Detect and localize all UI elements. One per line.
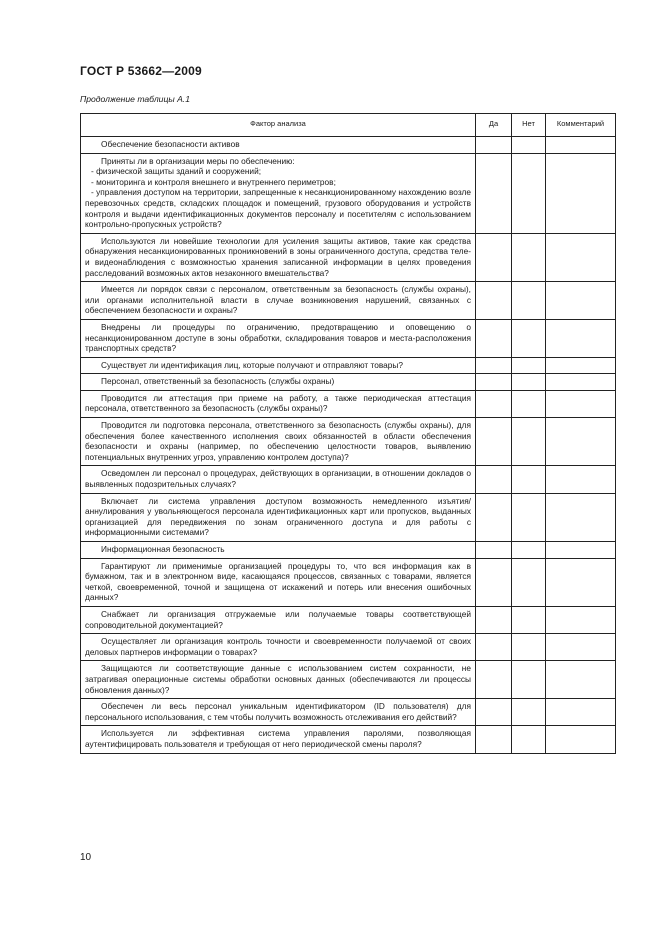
question-text-cell [81, 634, 476, 661]
question-text-cell [81, 699, 476, 726]
column-header-yes: Да [476, 114, 512, 137]
question-text: Снабжает ли организация отгружаемые или получаемые товары соответствующей сопроводительной документацией? [85, 608, 471, 630]
question-row [81, 493, 616, 541]
question-row [81, 357, 616, 374]
yes-cell [476, 137, 512, 154]
question-bullet-item: - физической защиты зданий и сооружений; [91, 166, 262, 177]
yes-cell [476, 357, 512, 374]
question-text: Имеется ли порядок связи с персоналом, ответственным за безопасность (службы охраны), или органами исполнительной власти в случае возникновения нарушений, связанных с обеспечением безопасности и охраны? [85, 284, 471, 316]
comment-cell [546, 153, 616, 233]
yes-cell [476, 390, 512, 417]
no-cell [512, 661, 546, 699]
table-continuation-label: Продолжение таблицы А.1 [80, 94, 190, 104]
question-text: Осведомлен ли персонал о процедурах, действующих в организации, в отношении докладов о выявленных подозрительных случаях? [85, 468, 471, 490]
comment-cell [546, 661, 616, 699]
question-text: Включает ли система управления доступом возможность немедленного изъятия/аннулирования у увольняющегося персонала идентификационных карт или пропусков, выданных организацией для передвижения по зонам ограниченного доступа и для работы с информационными системами? [85, 495, 471, 538]
comment-cell [546, 634, 616, 661]
no-cell [512, 233, 546, 281]
question-text-cell [81, 493, 476, 541]
question-text: Существует ли идентификация лиц, которые получают и отправляют товары? [101, 359, 403, 370]
analysis-table [80, 113, 616, 754]
comment-cell [546, 319, 616, 357]
question-text-cell [81, 390, 476, 417]
column-header-comment: Комментарий [546, 114, 616, 137]
comment-cell [546, 542, 616, 559]
question-row [81, 558, 616, 606]
yes-cell [476, 418, 512, 466]
question-bullet-item: - мониторинга и контроля внешнего и внутреннего периметров; [91, 176, 336, 187]
yes-cell [476, 153, 512, 233]
question-row [81, 153, 616, 233]
comment-cell [546, 558, 616, 606]
comment-cell [546, 726, 616, 753]
question-text: Используется ли эффективная система управления паролями, позволяющая аутентифицировать пользователя и требующая от него периодической смены пароля? [85, 728, 471, 749]
no-cell [512, 418, 546, 466]
section-row [81, 374, 616, 391]
column-header-no: Нет [512, 114, 546, 137]
question-row [81, 282, 616, 320]
question-row [81, 233, 616, 281]
question-text: Гарантируют ли применимые организацией процедуры то, что вся информация как в бумажном, так и в электронном виде, касающаяся процессов, связанных с товарами, является четкой, своевременной, точной и защищена от искажений и потерь или внесения ошибочных данных? [85, 560, 471, 603]
comment-cell [546, 137, 616, 154]
question-text-cell [81, 558, 476, 606]
comment-cell [546, 418, 616, 466]
section-title [81, 374, 476, 391]
question-text: Используются ли новейшие технологии для усиления защиты активов, такие как средства обнаружения несанкционированных проникновений в зоны ограниченного доступа, средства теле- и видеонаблюдения с возможностью хранения записанной информации в целях проведения расследований возможных актов незаконного вмешательства? [85, 235, 471, 278]
yes-cell [476, 493, 512, 541]
question-row [81, 466, 616, 493]
question-text-cell [81, 319, 476, 357]
question-text: Проводится ли подготовка персонала, ответственного за безопасность (службы охраны), для обеспечения более качественного исполнения своих обязанностей в области обеспечения безопасности и охраны (например, по обеспечению целостности товаров, выявлению потенциальных внутренних угроз, управлению контролем доступа)? [85, 420, 471, 462]
comment-cell [546, 390, 616, 417]
no-cell [512, 542, 546, 559]
question-text-cell [81, 233, 476, 281]
yes-cell [476, 374, 512, 391]
question-row [81, 418, 616, 466]
question-text-cell [81, 466, 476, 493]
question-row [81, 699, 616, 726]
section-title [81, 137, 476, 154]
no-cell [512, 390, 546, 417]
question-text-cell [81, 726, 476, 753]
section-title-text: Персонал, ответственный за безопасность (службы охраны) [101, 376, 335, 387]
yes-cell [476, 282, 512, 320]
yes-cell [476, 542, 512, 559]
no-cell [512, 699, 546, 726]
section-row [81, 542, 616, 559]
comment-cell [546, 699, 616, 726]
yes-cell [476, 699, 512, 726]
comment-cell [546, 466, 616, 493]
yes-cell [476, 558, 512, 606]
question-row [81, 390, 616, 417]
no-cell [512, 726, 546, 753]
question-text-cell [81, 153, 476, 233]
question-row [81, 319, 616, 357]
no-cell [512, 153, 546, 233]
question-text: Осуществляет ли организация контроль точности и своевременности получаемой от своих деловых партнеров информации о товарах? [85, 636, 471, 657]
no-cell [512, 137, 546, 154]
yes-cell [476, 466, 512, 493]
no-cell [512, 558, 546, 606]
question-text: Защищаются ли соответствующие данные с использованием систем сохранности, не затрагивая операционные системы обработки основных данных (обеспечиваются ли процессы обновления данных)? [85, 663, 471, 695]
no-cell [512, 493, 546, 541]
table-body [81, 137, 616, 754]
no-cell [512, 282, 546, 320]
question-text-cell [81, 357, 476, 374]
question-row [81, 661, 616, 699]
question-text: Обеспечен ли весь персонал уникальным идентификатором (ID пользователя) для персонального использования, с тем чтобы получить возможность отслеживания его действий? [85, 701, 471, 722]
question-text: Внедрены ли процедуры по ограничению, предотвращению и оповещению о несанкционированном доступе в зоны обработки, складирования товаров и места-расположения транспортных средств? [85, 321, 471, 354]
comment-cell [546, 493, 616, 541]
question-text-cell [81, 418, 476, 466]
question-bullet-list [85, 166, 471, 230]
yes-cell [476, 233, 512, 281]
section-row [81, 137, 616, 154]
yes-cell [476, 726, 512, 753]
comment-cell [546, 357, 616, 374]
no-cell [512, 374, 546, 391]
yes-cell [476, 319, 512, 357]
yes-cell [476, 634, 512, 661]
comment-cell [546, 233, 616, 281]
section-title-text: Информационная безопасность [101, 544, 225, 554]
question-text-cell [81, 282, 476, 320]
table-header-row [81, 114, 616, 137]
column-header-factor: Фактор анализа [81, 114, 476, 137]
comment-cell [546, 374, 616, 391]
no-cell [512, 606, 546, 633]
yes-cell [476, 606, 512, 633]
question-text: Проводится ли аттестация при приеме на работу, а также периодическая аттестация персонала, ответственного за безопасность (службы охраны)? [85, 392, 471, 414]
question-row [81, 634, 616, 661]
no-cell [512, 357, 546, 374]
section-title-text: Обеспечение безопасности активов [101, 139, 240, 149]
page-number: 10 [80, 852, 92, 863]
question-row [81, 606, 616, 633]
section-title [81, 542, 476, 559]
no-cell [512, 634, 546, 661]
document-title: ГОСТ Р 53662—2009 [80, 64, 202, 78]
question-text: Приняты ли в организации меры по обеспечению: [101, 155, 295, 166]
question-text-cell [81, 606, 476, 633]
question-text-cell [81, 661, 476, 699]
question-bullet-item: - управления доступом на территории, запрещенные к несанкционированному нахождению возле перевозочных средств, складских площадок и помещений, грузового оборудования и устройств контроля и выдачи идентификационных документов персоналу и посетителям с использованием контрольно-пропускных устройств? [85, 187, 471, 230]
comment-cell [546, 606, 616, 633]
comment-cell [546, 282, 616, 320]
question-row [81, 726, 616, 753]
no-cell [512, 466, 546, 493]
no-cell [512, 319, 546, 357]
yes-cell [476, 661, 512, 699]
